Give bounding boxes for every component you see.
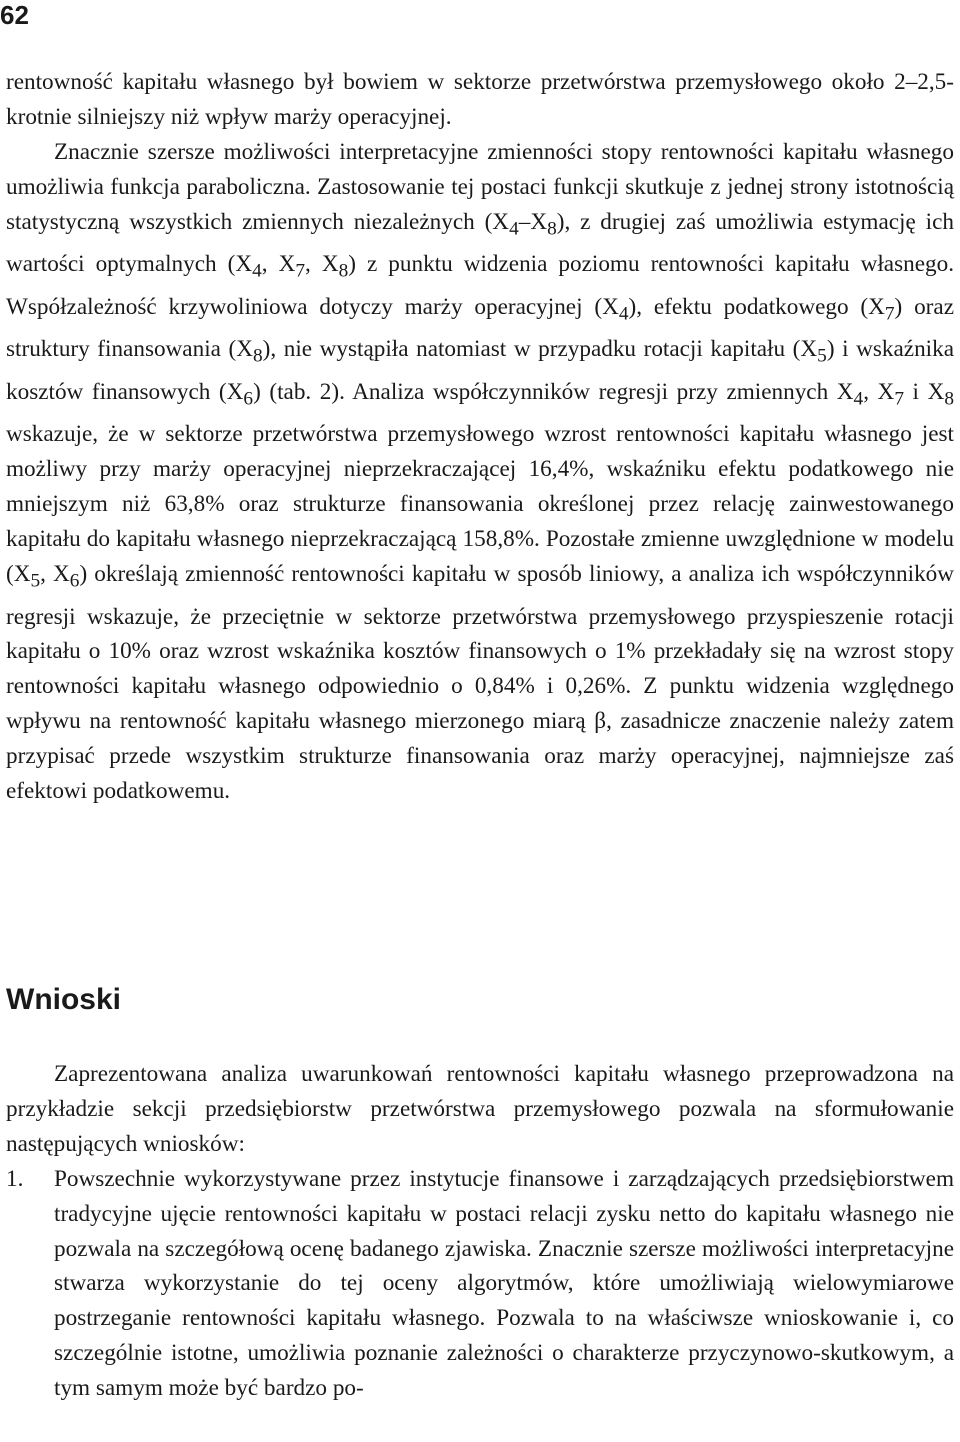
text-run: i X [903,378,945,405]
text-run: ) (tab. 2). Analiza współczynników regresji przy zmiennych X [253,378,854,405]
paragraph-continuation: rentowność kapitału własnego był bowiem w sektorze przetwórstwa przemysłowego około 2–2,5-krotnie silniejszy niż wpływ marży operacyjnej. [6,69,954,130]
text-run: wskazuje, że w sektorze przetwórstwa przemysłowego wzrost rentowności kapitału własnego jest możliwy przy marży operacyjnej nieprzekraczającej 16,4%, wskaźniku efektu podatkowego nie mniejszym niż 63,8% oraz strukturze finansowania określonej przez relację zainwestowanego kapitału do kapitału własnego nieprzekraczającą 158,8%. Pozostałe zmienne uwzględnione w modelu (X [6,421,954,587]
subscript: 7 [894,388,904,410]
text-run: Znacznie szersze możliwości interpretacyjne zmienności stopy rentowności kapitału własnego umożliwia funkcja paraboliczna. Zastosowanie tej postaci funkcji skutkuje z jednej strony istotnością statystyczną wszystkich zmiennych niezależnych (X [6,138,954,235]
subscript: 4 [509,218,519,240]
text-run: , X [40,560,70,587]
list-item-text: Powszechnie wykorzystywane przez instytucje finansowe i zarządzających przedsiębiorstwem tradycyjne ujęcie rentowności kapitału w postaci relacji zysku netto do kapitału własnego nie pozwala na szczegółową ocenę badanego zjawiska. Znacznie szersze możliwości interpretacyjne stwarza wykorzystanie do tej oceny algorytmów, które umożliwiają wielowymiarowe postrzeganie rentowności kapitału własnego. Pozwala to na właściwsze wnioskowanie i, co szczególnie istotne, umożliwia poznanie zależności o charakterze przyczynowo-skutkowym, a tym samym może być bardzo po- [54,1165,954,1402]
text-run: , X [261,251,296,278]
conclusions-intro: Zaprezentowana analiza uwarunkowań rentowności kapitału własnego przeprowadzona na przykładzie sekcji przedsiębiorstw przetwórstwa przemysłowego pozwala na sformułowanie następujących wniosków: [6,1061,954,1157]
text-run: ) z punktu widzenia poziomu rentowności kapitału własnego. Współzależność krzywoliniowa dotyczy marży operacyjnej (X [6,251,954,320]
conclusions [6,1057,954,1406]
page-number: 62 [0,0,29,30]
text-run: ) i wskaźnika kosztów finansowych (X [6,336,954,405]
text-run: ), nie wystąpiła natomiast w przypadku rotacji kapitału (X [262,336,818,363]
subscript: 5 [30,570,41,592]
subscript: 8 [547,218,557,240]
text-run: –X [518,208,548,235]
body-text [6,65,954,809]
subscript: 7 [295,260,306,282]
subscript: 6 [69,570,80,592]
subscript: 4 [853,388,864,410]
text-run: ), z drugiej zaś umożliwia estymację ich wartości optymalnych (X [6,208,954,278]
subscript: 8 [252,345,263,367]
text-run: ), efektu podatkowego (X [628,293,885,320]
section-heading: Wnioski [6,983,122,1016]
subscript: 4 [618,303,629,325]
text-run: ) określają zmienność rentowności kapitału w sposób liniowy, a analiza ich współczynników regresji wskazuje, że przeciętnie w sektorze przetwórstwa przemysłowego przyspieszenie rotacji kapitału o 10% oraz wzrost wskaźnika kosztów finansowych o 1% przekładały się na wzrost stopy rentowności kapitału własnego odpowiednio o 0,84% i 0,26%. Z punktu widzenia względnego wpływu na rentowność kapitału własnego mierzonego miarą β, zasadnicze znaczenie należy zatem przypisać przede wszystkim strukturze finansowania oraz marży operacyjnej, najmniejsze zaś efektowi podatkowemu. [6,560,954,805]
subscript: 8 [944,388,954,410]
subscript: 4 [252,260,262,282]
list-item [6,1162,954,1406]
text-run: , X [863,378,895,405]
paragraph [6,135,954,809]
text-run: , X [305,251,339,278]
text-run: ) oraz struktury finansowania (X [6,293,954,363]
list-item-number: 1. [6,1165,24,1192]
subscript: 5 [817,345,827,367]
conclusions-list [6,1162,954,1406]
subscript: 8 [338,260,349,282]
subscript: 7 [884,303,895,325]
subscript: 6 [243,388,254,410]
